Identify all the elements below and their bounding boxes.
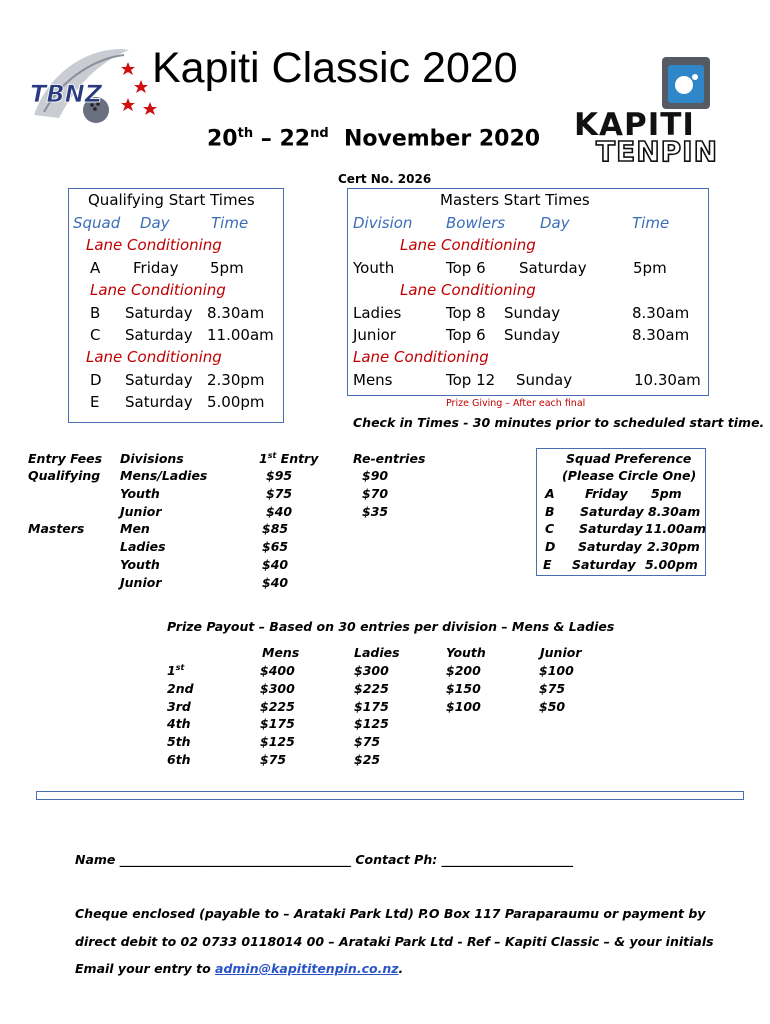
payout-col-youth: Youth	[446, 645, 486, 660]
masters-col-time: Time	[632, 214, 670, 232]
fee-division: Mens/Ladies	[120, 468, 208, 483]
payout-mens: $125	[260, 734, 295, 749]
payout-ladies: $225	[354, 681, 389, 696]
lane-conditioning-label: Lane Conditioning	[353, 348, 489, 366]
fee-division: Youth	[120, 486, 160, 501]
event-dates: 20th – 22nd November 2020	[207, 126, 541, 152]
payout-place: 2nd	[167, 681, 194, 696]
payout-place: 5th	[167, 734, 191, 749]
fees-col-first-entry: 1st Entry	[259, 451, 319, 467]
qualifying-label: Qualifying	[28, 468, 101, 483]
tenpin-text: TENPIN	[596, 135, 719, 167]
payout-mens: $75	[260, 752, 287, 767]
prize-giving-note: Prize Giving – After each final	[446, 398, 586, 409]
fee-re: $35	[362, 504, 389, 519]
fee-division: Junior	[120, 504, 162, 519]
payout-junior: $75	[539, 681, 566, 696]
fee-division: Men	[120, 521, 150, 536]
check-in-note: Check in Times - 30 minutes prior to scheduled start time.	[353, 415, 765, 430]
name-contact-field[interactable]: Name _____________________________________ Contact Ph: _____________________	[75, 852, 573, 867]
masters-col-day: Day	[540, 214, 570, 232]
fee-first: $40	[262, 557, 289, 572]
lane-conditioning-label: Lane Conditioning	[86, 236, 222, 254]
payout-junior: $50	[539, 699, 566, 714]
qualifying-title: Qualifying Start Times	[88, 191, 255, 209]
masters-title: Masters Start Times	[440, 191, 590, 209]
page-title: Kapiti Classic 2020	[152, 44, 518, 92]
fees-col-divisions: Divisions	[120, 451, 184, 466]
payout-mens: $300	[260, 681, 295, 696]
fee-re: $90	[362, 468, 389, 483]
fee-first: $85	[262, 521, 289, 536]
lane-conditioning-label: Lane Conditioning	[400, 281, 536, 299]
payout-ladies: $25	[354, 752, 381, 767]
lane-conditioning-label: Lane Conditioning	[90, 281, 226, 299]
cheque-instructions: Cheque enclosed (payable to – Arataki Park Ltd) P.O Box 117 Paraparaumu or payment by	[75, 906, 706, 921]
fee-first: $40	[262, 575, 289, 590]
cert-number: Cert No. 2026	[338, 172, 432, 186]
fee-division: Junior	[120, 575, 162, 590]
tbnz-logo-text: TBNZ	[30, 80, 103, 108]
payout-col-ladies: Ladies	[354, 645, 400, 660]
lane-conditioning-label: Lane Conditioning	[400, 236, 536, 254]
payout-col-junior: Junior	[540, 645, 582, 660]
email-link[interactable]: admin@kapititenpin.co.nz	[215, 961, 399, 976]
fees-col-reentries: Re-entries	[353, 451, 426, 466]
payout-ladies: $300	[354, 663, 389, 678]
payout-place: 4th	[167, 716, 191, 731]
payout-place: 3rd	[167, 699, 191, 714]
lane-conditioning-label: Lane Conditioning	[86, 348, 222, 366]
qual-col-squad: Squad	[73, 214, 121, 232]
payout-place: 6th	[167, 752, 191, 767]
payout-youth: $150	[446, 681, 481, 696]
payout-youth: $100	[446, 699, 481, 714]
fee-division: Youth	[120, 557, 160, 572]
entry-fees-label: Entry Fees	[28, 451, 103, 466]
fee-first: $40	[266, 504, 293, 519]
qual-col-day: Day	[140, 214, 170, 232]
fee-first: $75	[266, 486, 293, 501]
section-divider	[36, 791, 744, 800]
squad-pref-subtitle: (Please Circle One)	[562, 468, 697, 483]
masters-label: Masters	[28, 521, 85, 536]
fee-division: Ladies	[120, 539, 166, 554]
fee-re: $70	[362, 486, 389, 501]
masters-col-bowlers: Bowlers	[446, 214, 506, 232]
kapiti-tenpin-logo	[570, 55, 750, 167]
debit-instructions: direct debit to 02 0733 0118014 00 – Arataki Park Ltd - Ref – Kapiti Classic – & your initials	[75, 934, 714, 949]
squad-pref-title: Squad Preference	[566, 451, 692, 466]
payout-mens: $400	[260, 663, 295, 678]
kapiti-text: KAPITI	[574, 107, 695, 143]
payout-col-mens: Mens	[262, 645, 300, 660]
payout-ladies: $75	[354, 734, 381, 749]
payout-ladies: $125	[354, 716, 389, 731]
payout-mens: $225	[260, 699, 295, 714]
payout-ladies: $175	[354, 699, 389, 714]
masters-col-division: Division	[353, 214, 413, 232]
email-instructions: Email your entry to admin@kapititenpin.co.nz.	[75, 961, 404, 976]
payout-place: 1st	[167, 663, 185, 679]
tbnz-logo	[24, 40, 164, 130]
payout-youth: $200	[446, 663, 481, 678]
fee-first: $65	[262, 539, 289, 554]
qual-col-time: Time	[211, 214, 249, 232]
prize-payout-title: Prize Payout – Based on 30 entries per division – Mens & Ladies	[167, 619, 615, 634]
fee-first: $95	[266, 468, 293, 483]
payout-junior: $100	[539, 663, 574, 678]
payout-mens: $175	[260, 716, 295, 731]
